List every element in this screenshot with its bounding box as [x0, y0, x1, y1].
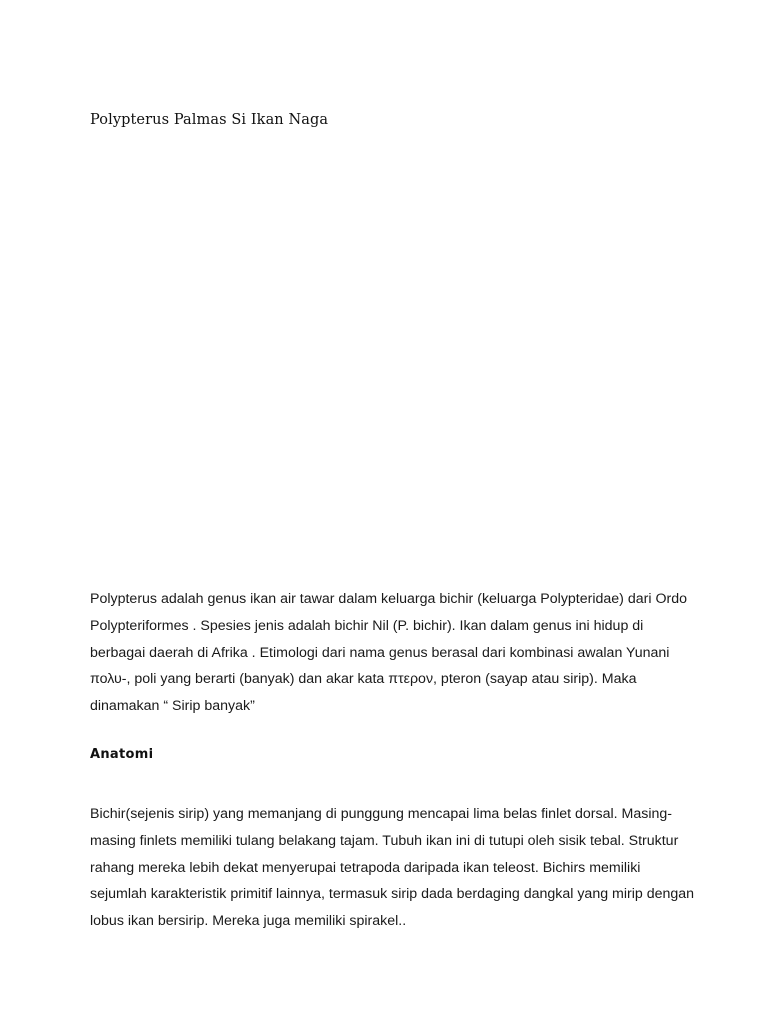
anatomy-paragraph: Bichir(sejenis sirip) yang memanjang di punggung mencapai lima belas finlet dorsal. Masing-masing finlets memiliki tulang belakang tajam. Tubuh ikan ini di tutupi oleh sisik tebal. Struktur rahang mereka lebih dekat menyerupai tetrapoda daripada ikan teleost. Bichirs memiliki sejumlah karakteristik primitif lainnya, termasuk sirip dada berdaging dangkal yang mirip dengan lobus ikan bersirip. Mereka juga memiliki spirakel..	[90, 806, 695, 930]
section-heading-anatomi: Anatomi	[90, 747, 154, 762]
document-title: Polypterus Palmas Si Ikan Naga	[90, 112, 329, 128]
intro-paragraph: Polypterus adalah genus ikan air tawar dalam keluarga bichir (keluarga Polypteridae) dari Ordo Polypteriformes . Spesies jenis adalah bichir Nil (P. bichir). Ikan dalam genus ini hidup di berbagai daerah di Afrika . Etimologi dari nama genus berasal dari kombinasi awalan Yunani πολυ-, poli yang berarti (banyak) dan akar kata πτερον, pteron (sayap atau sirip). Maka dinamakan “ Sirip banyak”	[90, 591, 687, 715]
